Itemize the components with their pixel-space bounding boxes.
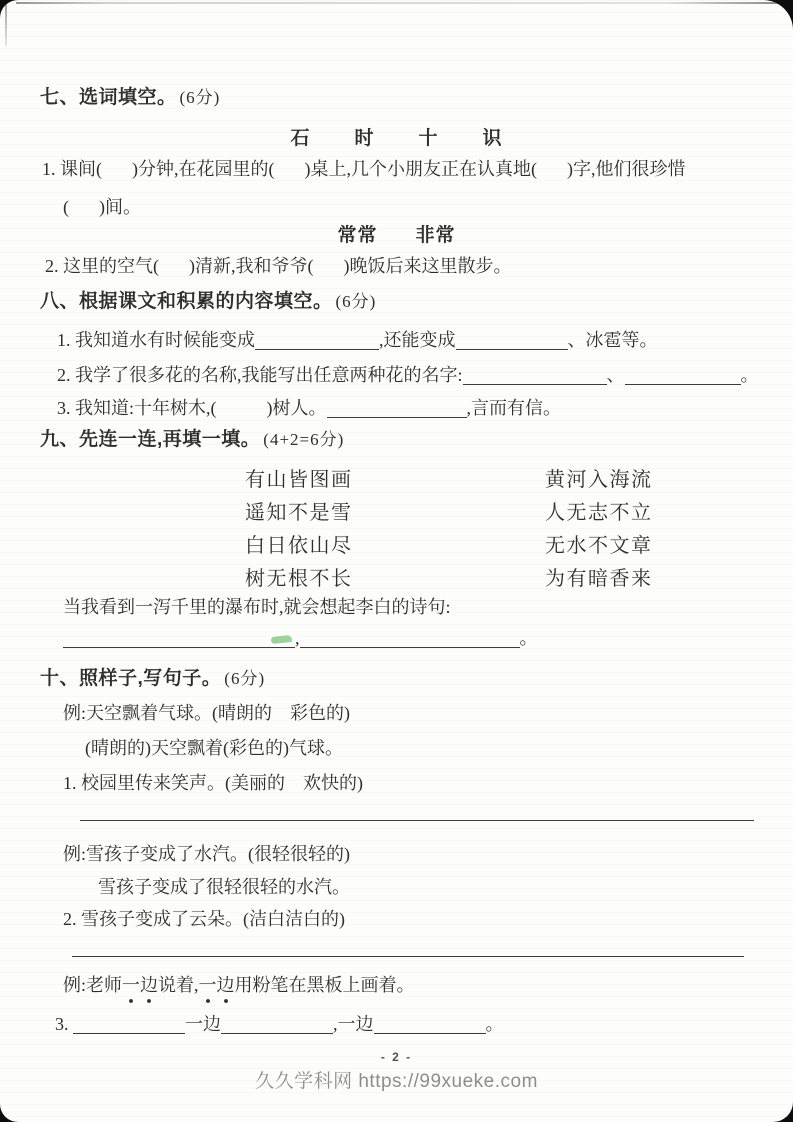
question-9-answer-line — [63, 626, 538, 650]
page-number: - 2 - — [380, 1050, 413, 1064]
section-9-title: 九、先连一连,再填一填。 — [40, 429, 261, 450]
open-paren: ( — [307, 256, 314, 276]
open-paren: ( — [96, 159, 102, 179]
section-8-title: 八、根据课文和积累的内容填空。 — [40, 291, 333, 312]
fill-in-blank — [463, 378, 607, 385]
open-paren: ( — [63, 197, 69, 217]
close-paren: ) — [343, 256, 350, 276]
match-item-left: 白日依山尽 — [245, 535, 353, 557]
fill-in-blank — [221, 1027, 333, 1034]
text-run: 3. 我知道:十年树木, — [57, 398, 211, 418]
emphasized-text: 一边 — [199, 975, 235, 1004]
answer-rule-line — [72, 954, 744, 957]
example-1: 例:天空飘着气球。(晴朗的 彩色的) — [63, 703, 350, 723]
fill-in-blank — [73, 1027, 185, 1034]
answer-rule-line — [80, 818, 754, 821]
word-bank-word: 识 — [482, 128, 503, 149]
question-8-2 — [57, 363, 759, 387]
section-9-heading — [40, 428, 344, 452]
close-paren: ) — [189, 256, 195, 276]
close-paren: ) — [304, 159, 311, 179]
scan-edge-artifact — [5, 4, 7, 46]
text-run: ,还能变成 — [379, 330, 456, 350]
question-7-1-line-1 — [42, 157, 686, 181]
question-8-3 — [57, 396, 561, 420]
word-bank-word: 十 — [418, 128, 439, 149]
text-run: , — [295, 628, 300, 648]
emphasized-text: 一边 — [122, 975, 158, 1004]
text-run: 字,他们很珍惜 — [573, 159, 686, 179]
scan-edge-artifact — [16, 2, 781, 4]
open-paren: ( — [210, 398, 217, 418]
question-9-prompt: 当我看到一泻千里的瀑布时,就会想起李白的诗句: — [63, 597, 451, 617]
word-bank-word: 时 — [354, 128, 375, 149]
text-run: 树人。 — [272, 398, 327, 418]
question-7-1-line-2 — [63, 195, 141, 219]
example-2-answer: 雪孩子变成了很轻很轻的水汽。 — [98, 877, 350, 897]
question-10-3 — [55, 1012, 504, 1036]
section-7-score: (6分) — [179, 88, 221, 107]
text-run: ,一边 — [333, 1014, 374, 1034]
fill-in-blank — [327, 411, 467, 418]
text-run: 、 — [606, 365, 625, 385]
example-3 — [63, 973, 415, 997]
fill-in-blank — [374, 1027, 486, 1034]
match-item-left: 树无根不长 — [245, 568, 353, 590]
question-10-2: 2. 雪孩子变成了云朵。(洁白洁白的) — [63, 909, 345, 929]
match-item-right: 人无志不立 — [545, 502, 653, 524]
close-paren: ) — [266, 398, 273, 418]
word-bank-word: 常常 — [337, 225, 378, 246]
question-7-2 — [45, 254, 512, 278]
watermark-text: 久久学科网 https://99xueke.com — [255, 1071, 538, 1092]
match-item-right: 无水不文章 — [545, 535, 653, 557]
text-run: 。 — [740, 365, 759, 385]
section-8-score: (6分) — [335, 292, 377, 311]
question-10-1: 1. 校园里传来笑声。(美丽的 欢快的) — [63, 773, 363, 793]
text-run: 桌上,几个小朋友正在认真地 — [310, 159, 531, 179]
section-7-title: 七、选词填空。 — [40, 87, 177, 108]
fill-in-blank — [625, 378, 741, 385]
word-bank-word: 非常 — [415, 225, 456, 246]
text-run: 1. 课间 — [42, 159, 96, 179]
fill-in-blank — [63, 641, 295, 648]
text-run: 间。 — [105, 197, 141, 217]
match-row — [0, 496, 793, 522]
close-paren: ) — [99, 197, 105, 217]
match-row — [0, 529, 793, 555]
section-7-heading — [40, 86, 220, 110]
open-paren: ( — [531, 159, 537, 179]
section-10-title: 十、照样子,写句子。 — [40, 668, 222, 689]
text-run: 2. 这里的空气 — [45, 256, 153, 276]
fill-in-blank — [255, 343, 379, 350]
match-item-right: 为有暗香来 — [545, 568, 653, 590]
text-run: 、冰雹等。 — [567, 330, 658, 350]
match-item-left: 有山皆图画 — [245, 469, 353, 491]
example-1-answer: (晴朗的)天空飘着(彩色的)气球。 — [85, 738, 343, 758]
fill-in-blank — [300, 641, 520, 648]
text-run: 例:老师 — [63, 975, 123, 995]
text-run: 清新,我和爷爷 — [195, 256, 308, 276]
match-item-left: 遥知不是雪 — [245, 502, 353, 524]
question-8-1 — [57, 328, 658, 352]
word-bank-2 — [0, 220, 793, 247]
section-8-heading — [40, 290, 376, 314]
text-run: 说着, — [158, 975, 199, 995]
text-run: 。 — [485, 1014, 504, 1034]
section-10-score: (6分) — [224, 669, 266, 688]
example-2: 例:雪孩子变成了水汽。(很轻很轻的) — [63, 844, 350, 864]
text-run: 用粉笔在黑板上画着。 — [234, 975, 415, 995]
text-run: 分钟,在花园里的 — [138, 159, 269, 179]
text-run: 一边 — [185, 1014, 221, 1034]
fill-in-blank — [456, 343, 568, 350]
close-paren: ) — [132, 159, 138, 179]
text-run: 2. 我学了很多花的名称,我能写出任意两种花的名字: — [57, 365, 463, 385]
section-9-score: (4+2=6分) — [263, 430, 345, 449]
text-run: 3. — [55, 1014, 73, 1034]
match-row — [0, 463, 793, 489]
section-10-heading — [40, 667, 265, 691]
text-run: 。 — [519, 628, 538, 648]
open-paren: ( — [153, 256, 159, 276]
text-run: 1. 我知道水有时候能变成 — [57, 330, 255, 350]
text-run: ,言而有信。 — [466, 398, 562, 418]
word-bank-1 — [0, 123, 793, 150]
open-paren: ( — [268, 159, 275, 179]
match-item-right: 黄河入海流 — [545, 469, 653, 491]
match-row — [0, 562, 793, 588]
text-run: 晚饭后来这里散步。 — [349, 256, 512, 276]
close-paren: ) — [567, 159, 573, 179]
word-bank-word: 石 — [290, 128, 311, 149]
